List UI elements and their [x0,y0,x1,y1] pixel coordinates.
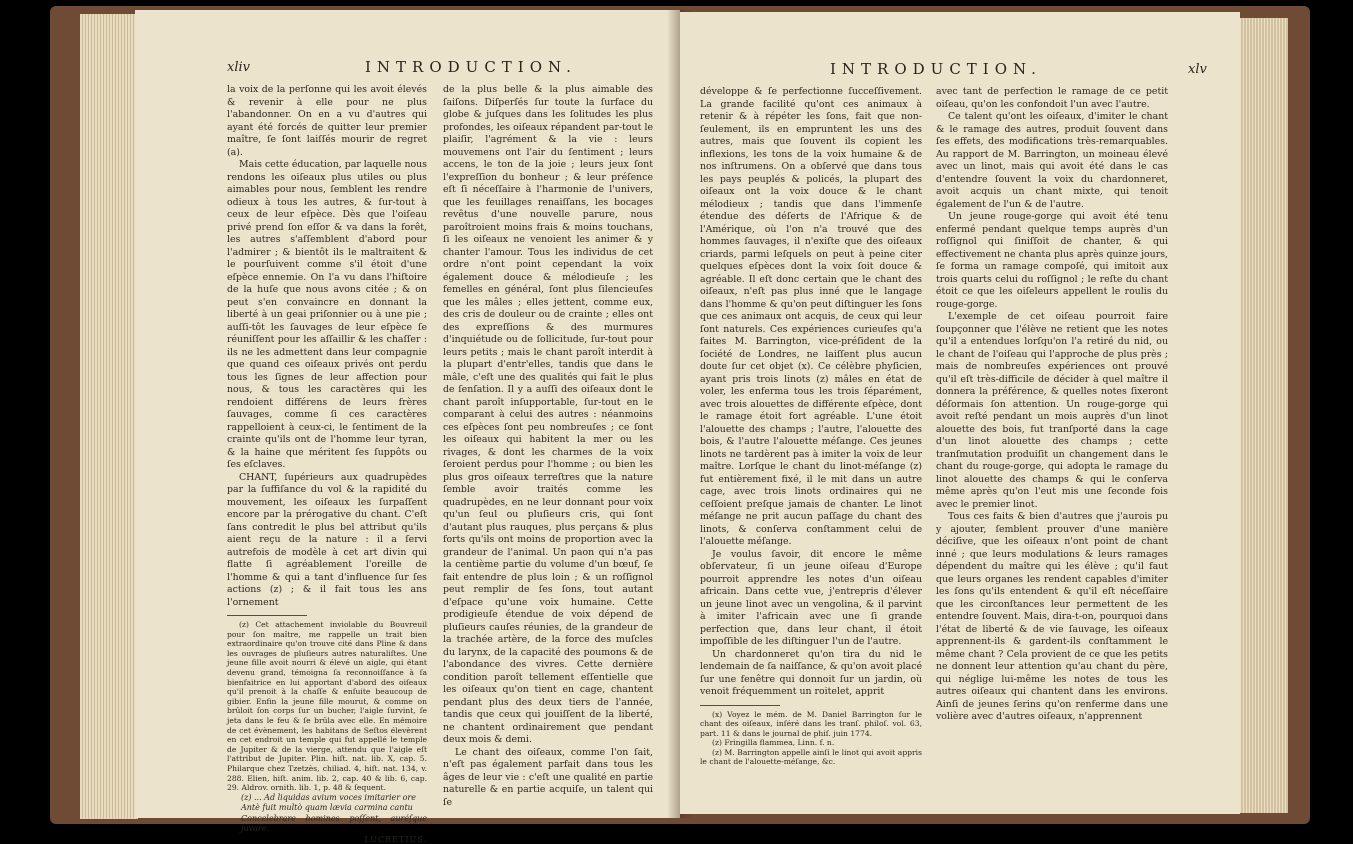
verse-quote [227,793,427,835]
left-column-2 [443,84,653,809]
footnote-rule [227,615,307,616]
page-edges-right [1238,18,1288,813]
footnote: (x) Voyez le mém. de M. Daniel Barrington ſur le chant des oiſeaux, inſéré dans les tranſ. philoſ. vol. 63, part. 11 & dans le journal de phiſ. juin 1774. [700,709,922,738]
footnote: (z) M. Barrington appelle ainſi le linot qui avoit appris le chant de l'alouette-méſange, &c. [700,747,922,767]
right-page-number: xlv [1188,62,1207,77]
paragraph: Le chant des oiſeaux, comme l'on ſait, n'eſt pas également parfait dans tous les âges de leur vie : c'eſt une qualité en partie naturelle & en partie acquiſe, un talent qui ſe [443,746,653,808]
right-column-1 [700,86,922,767]
right-running-head: INTRODUCTION. [830,60,1042,78]
left-page [135,10,680,844]
paragraph: Un chardonneret qu'on tira du nid le lendemain de ſa naiſſance, & qu'on avoit placé ſur une fenêtre qui donnoit ſur un jardin, où venoit fréquemment un roitelet, apprit [700,648,922,697]
footnote-rule [700,705,780,706]
verse-author: LUCRETIUS. [364,834,427,844]
paragraph: de la plus belle & la plus aimable des ſaiſons. Diſperſés ſur toute la ſurface du globe & juſques dans les ſolitudes les plus profondes, les oiſeaux répandent par-tout le plaiſir, l'agrément & la vie : leurs mouvemens ont l'air du ſentiment ; leurs accens, le ton de la joie ; leurs jeux ſont l'expreſſion du bonheur ; & leur préſence eſt ſi néceſſaire à l'harmonie de l'univers, que les feuillages renaiſſans, les bocages revêtus d'une nouvelle parure, nous paroîtroient moins frais & moins touchans, ſi les oiſeaux ne venoient les animer & y chanter l'amour. Tous les individus de cet ordre n'ont point cependant la voix également douce & mélodieuſe ; les femelles en général, ſont plus ſilencieuſes que les mâles ; elles jettent, comme eux, des cris de douleur ou de crainte ; elles ont des expreſſions & des murmures d'inquiétude ou de ſollicitude, ſur-tout pour leurs petits ; mais le chant paroît interdit à la plupart d'entr'elles, tandis que dans le mâle, c'eſt une des qualités qui fait le plus de ſenſation. Il y a auſſi des oiſeaux dont le chant paroît inſupportable, ſur-tout en le comparant à celui des autres : néanmoins ces eſpèces ſont peu nombreuſes ; ce ſont les oiſeaux qui habitent la mer ou les rivages, & dont les charmes de la voix ſeroient perdus pour l'homme ; ou bien les plus gros oiſeaux terreſtres que la nature ſemble avoir traités comme les quadrupèdes, en ne leur donnant pour voix qu'un ſeul ou pluſieurs cris, qui ſont d'autant plus rauques, plus perçans & plus forts qu'ils ont moins de proportion avec la grandeur de l'animal. Un paon qui n'a pas la centième partie du volume d'un bœuf, ſe fait entendre de plus loin ; & un roſſignol peut remplir de ſes ſons, tout autant d'eſpace qu'une voix humaine. Cette prodigieuſe étendue de voix dépend de pluſieurs cauſes réunies, de la grandeur de la trachée artère, de la force des muſcles du larynx, de la capacité des poumons & de l'abondance des vivres. Cette dernière condition paroît tellement eſſentielle que les oiſeaux qu'on tient en cage, chantent pendant plus des deux tiers de l'année, tandis que ceux qui jouiſſent de la liberté, ne chantent ordinairement que pendant deux mois & demi. [443,84,653,745]
paragraph: Ce talent qu'ont les oiſeaux, d'imiter le chant & le ramage des autres, produit ſouvent dans ſes effets, des modifications très-remarquables. Au rapport de M. Barrington, un moineau élevé avec un linot, mais qui avoit été dans le cas d'entendre ſouvent la voix du chardonneret, avoit acquis un chant mixte, qui tenoit également de l'un & de l'autre. [936,111,1168,210]
verse-line: (z) ... Ad liquidas avium voces imitarier ore [241,792,416,802]
verse-line: Antè fuit multò quam lævia carmina cantu [241,803,413,813]
paragraph: L'exemple de cet oiſeau pourroit faire ſoupçonner que l'élève ne retient que les notes qu'il a entendues lorſqu'on l'a retiré du nid, ou le chant de l'oiſeau qui l'approche de plus près ; mais de nombreuſes expériences ont prouvé qu'il eſt très-difficile de décider à quel maître il donnera la préférence, & quelles notes ſixeront déſormais ſon attention. Un rouge-gorge qui avoit reſté pendant un mois auprès d'un linot alouette des bois, fut tranſporté dans la cage d'un linot alouette des champs ; cette tranſmutation produiſit un changement dans le chant du rouge-gorge, qui adopta le ramage du linot alouette des champs & qui le conſerva même après qu'on l'eut mis une ſeconde fois avec le premier linot. [936,311,1168,510]
left-page-number: xliv [227,60,250,75]
paragraph: Un jeune rouge-gorge qui avoit été tenu enfermé pendant quelque temps auprès d'un roſſignol qui ſiniſſoit de chanter, & qui effectivement ne chanta plus après quinze jours, ſe forma un ramage compoſé, qui imitoit aux trois quarts celui du roſſignol ; le reſte du chant étoit ce que les oiſeleurs appellent le roulis du rouge-gorge. [936,211,1168,310]
left-column-1 [227,84,427,844]
paragraph: la voix de la perſonne qui les avoit élevés & revenir à elle pour ne plus l'abandonner. On en a vu d'autres qui ayant été forcés de quitter leur premier maître, ſe ſont laiſſés mourir de regret (a). [227,84,427,158]
right-column-2 [936,86,1168,724]
right-page [680,12,1240,814]
paragraph: Je voulus ſavoir, dit encore le même obſervateur, ſi un jeune oiſeau d'Europe pourroit apprendre les notes d'un oiſeau africain. Dans cette vue, j'entrepris d'élever un jeune linot avec un vengolina, & il parvint à imiter l'africain avec une ſi grande perfection que, dans leur chant, il étoit impoſſible de les diſtinguer l'un de l'autre. [700,548,922,647]
paragraph: avec tant de perfection le ramage de ce petit oiſeau, qu'on les confondoit l'un avec l'autre. [936,86,1168,110]
footnote: (z) Cet attachement inviolable du Bouvreuil pour ſon maître, me rappelle un trait bien extraordinaire qu'on trouve cité dans Pline & dans les ouvrages de pluſieurs autres naturaliſtes. Une jeune fille avoit nourri & élevé un aigle, qui étant devenu grand, témoigna ſa reconnoiſſance à ſa bienfaitrice en lui apportant d'abord des oiſeaux qu'il prenoit à la chaſſe & enſuite beaucoup de gibier. Enfin la jeune fille mourut, & comme on brûloit ſon corps ſur un bucher, l'aigle ſurvint, ſe jeta dans le feu & ſe brûla avec elle. En mémoire de cet évènement, les habitans de Seſtos élevèrent en cet endroit un temple qui fut appellé le temple de Jupiter & de la vierge, attendu que l'aigle eſt l'attribut de Jupiter. Plin. hiſt. nat. lib. X, cap. 5. Philarque chez Tzetzès, chiliad. 4, hiſt. nat. 134, v. 288. Elien, hiſt. anim. lib. 2, cap. 40 & lib. 6, cap. 29. Aldrov. ornith. lib. 1, p. 48 & ſequent. [227,620,427,793]
page-edges-left [80,14,138,819]
footnotes [700,710,922,768]
verse-line: Concelebrare homines poſſent, auréſque juvare. [241,813,427,834]
paragraph: Tous ces faits & bien d'autres que j'aurois pu y ajouter, ſemblent prouver d'une manière déciſive, que les oiſeaux n'ont point de chant inné ; que leurs modulations & leurs ramages dépendent du maître qui les élève ; qu'il faut que leurs organes les rendent capables d'imiter les ſons qu'ils entendent & qu'il eſt néceſſaire que les circonſtances leur permettent de les entendre ſouvent. Mais, dira-t-on, pourquoi dans l'état de liberté & de vie ſauvage, les oiſeaux apprennent-ils & gardent-ils conſtamment le même chant ? Cela provient de ce que les petits ne donnent leur attention qu'au chant du père, qui néglige lui-même les notes de tous les autres oiſeaux qui chantent dans les environs. Ainſi de jeunes ſerins qu'on renferme dans une volière avec d'autres oiſeaux, n'apprennent [936,511,1168,722]
left-running-head: INTRODUCTION. [365,58,577,76]
paragraph: Mais cette éducation, par laquelle nous rendons les oiſeaux plus utiles ou plus aimables pour nous, ſemblent les rendre odieux à tous les autres, & ſur-tout à ceux de leur eſpèce. Dès que l'oiſeau privé prend ſon eſſor & va dans la forêt, les autres s'aſſemblent d'abord pour l'admirer ; & bientôt ils le maltraitent & le pourſuivent comme s'il étoit d'une eſpèce ennemie. On l'a vu dans l'hiſtoire de la huſe que nous avons citée ; & on peut s'en convaincre en donnant la liberté à un geai priſonnier ou à une pie ; auſſi-tôt les ſauvages de leur eſpèce ſe réuniſſent pour les aſſaillir & les chaſſer : ils ne les admettent dans leur compagnie que quand ces oiſeaux privés ont perdu tous les ſignes de leur affection pour nous, & tous les caractères qui les rendoient différens de leurs frères ſauvages, comme ſi ces caractères rappelloient à ceux-ci, le ſentiment de la crainte qu'ils ont de l'homme leur tyran, & la haine que méritent ſes ſuppôts ou ſes eſclaves. [227,159,427,470]
footnote: (z) Fringilla flammea, Linn. f. n. [712,738,835,748]
paragraph: CHANT, ſupérieurs aux quadrupèdes par la ſuffiſance du vol & la rapidité du mouvement, les oiſeaux les ſurpaſſent encore par la prérogative du chant. C'eſt ſans contredit le plus bel attribut qu'ils aient reçu de la nature : il a ſervi autrefois de modèle à cet art divin qui flatte ſi agréablement l'oreille de l'homme & qui a tant d'influence ſur ſes actions (z) ; & il fait tous les ans l'ornement [227,471,427,608]
footnotes [227,620,427,844]
paragraph: développe & ſe perfectionne ſucceſſivement. La grande facilité qu'ont ces animaux à retenir & à répéter les ſons, fait que non-ſeulement, ils en empruntent les uns des autres, mais que ſouvent ils copient les inflexions, les tons de la voix humaine & de nos inſtrumens. On a obſervé que dans tous les pays peuplés & policés, la plupart des oiſeaux ont la voix douce & le chant mélodieux ; tandis que dans l'immenſe étendue des déſerts de l'Afrique & de l'Amérique, où l'on n'a trouvé que des hommes ſauvages, il n'exiſte que des oiſeaux criards, parmi leſquels on peut à peine citer quelques eſpèces dont la voix ſoit douce & agréable. Il eſt donc certain que le chant des oiſeaux, n'eſt pas plus inné que le langage dans l'homme & qu'on peut diſtinguer les ſons que ces animaux ont acquis, de ceux qui leur ſont naturels. Ces expériences curieuſes qu'a faites M. Barrington, vice-préſident de la ſociété de Londres, ne laiſſent plus aucun doute ſur cet objet (x). Ce célèbre phyſicien, ayant pris trois linots (z) mâles en état de voler, les enferma tous les trois ſéparément, avec trois alouettes de différente eſpèce, dont le ramage étoit fort agréable. L'une étoit l'alouette des champs ; l'autre, l'alouette des bois, & l'autre l'alouette méſange. Ces jeunes linots ne tardèrent pas à imiter la voix de leur maître. Lorſque le chant du linot-méſange (z) fut entièrement fixé, il le mit dans un autre cage, avec trois linots ordinaires qui ne ceſſoient preſque jamais de chanter. Le linot méſange ne prit aucun paſſage du chant des linots, & conſerva conſtamment celui de l'alouette méſange. [700,86,922,547]
